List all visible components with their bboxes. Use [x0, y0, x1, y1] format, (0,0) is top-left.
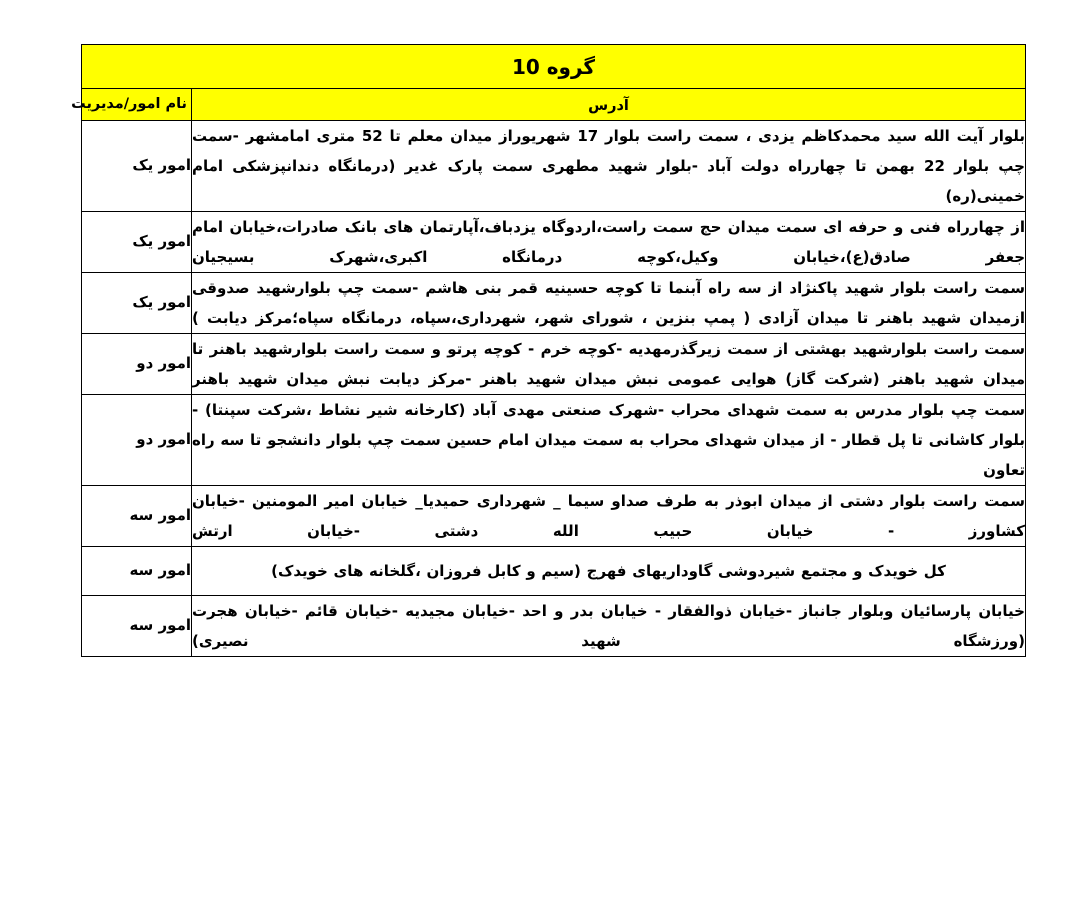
- address-cell: [192, 121, 1026, 212]
- table-title: گروه 10: [511, 54, 596, 79]
- table-row: [82, 273, 1026, 334]
- column-header-management-label: نام امور/مدیریت: [71, 96, 187, 113]
- address-text: سمت راست بلوار شهید پاکنژاد از سه راه آبنما تا کوچه حسینیه قمر بنی هاشم -سمت چپ بلوارشهید صدوقی ازمیدان شهید باهنر تا میدان آزادی ( پمپ بنزین ، شورای شهر، شهرداری،سپاه، درمانگاه سپاه؛مرکز دیابت ): [192, 279, 1025, 327]
- address-table: [71, 44, 1026, 657]
- management-text: امور یک: [132, 293, 191, 312]
- address-cell: [192, 547, 1026, 596]
- table-title-cell: [82, 45, 1026, 89]
- address-text: سمت راست بلوار دشتی از میدان ابوذر به طرف صداو سیما _ شهرداری حمیدیا_ خیابان امیر المومنین -خیابان کشاورز - خیابان حبیب الله دشتی -خیابان ارتش: [192, 492, 1025, 540]
- table-row: [82, 395, 1026, 486]
- table-header-row: [82, 89, 1026, 121]
- address-text: کل خویدک و مجتمع شیردوشی گاوداریهای فهرج (سیم و کابل فروزان ،گلخانه های خویدک): [271, 562, 946, 580]
- column-header-address-label: آدرس: [588, 97, 629, 114]
- address-cell: [192, 334, 1026, 395]
- management-text: امور دو: [136, 354, 191, 373]
- address-cell: [192, 212, 1026, 273]
- address-text: از چهارراه فنی و حرفه ای سمت میدان حج سمت راست،اردوگاه یزدباف،آپارتمان های بانک صادرات،خیابان امام جعفر صادق(ع)،خیابان وکیل،کوچه درمانگاه اکبری،شهرک بسیجیان: [192, 218, 1025, 266]
- management-text: امور یک: [132, 156, 191, 175]
- management-cell: [82, 486, 192, 547]
- address-cell: [192, 273, 1026, 334]
- address-cell: [192, 596, 1026, 657]
- address-text: خیابان پارسائیان وبلوار جانباز -خیابان ذوالفقار - خیابان بدر و احد -خیابان مجیدیه -خیابان قائم -خیابان هجرت (ورزشگاه شهید نصیری): [192, 602, 1025, 650]
- table-row: [82, 486, 1026, 547]
- address-cell: [192, 486, 1026, 547]
- management-cell: [82, 121, 192, 212]
- management-cell: [82, 273, 192, 334]
- management-cell: [82, 395, 192, 486]
- table-row: [82, 212, 1026, 273]
- address-text: سمت راست بلوارشهید بهشتی از سمت زیرگذرمهدیه -کوچه خرم - کوچه پرتو و سمت راست بلوارشهید باهنر تا میدان شهید باهنر (شرکت گاز) هوایی عمومی نبش میدان شهید باهنر -مرکز دیابت نبش میدان شهید باهنر: [192, 340, 1025, 388]
- address-table-container: [71, 44, 1026, 657]
- management-cell: [82, 596, 192, 657]
- column-header-management: [71, 89, 192, 121]
- management-text: امور دو: [136, 430, 191, 449]
- address-text: بلوار آیت الله سید محمدکاظم یزدی ، سمت راست بلوار 17 شهریوراز میدان معلم تا 52 متری امامشهر -سمت چپ بلوار 22 بهمن تا چهارراه دولت آباد -بلوار شهید مطهری سمت پارک غدیر (درمانگاه دندانپزشکی امام خمینی(ره): [192, 127, 1026, 205]
- column-header-address: [192, 89, 1026, 121]
- management-cell: [82, 334, 192, 395]
- management-text: امور سه: [129, 616, 191, 635]
- address-cell: [192, 395, 1026, 486]
- table-row: [82, 596, 1026, 657]
- management-text: امور سه: [129, 506, 191, 525]
- management-text: امور یک: [132, 232, 191, 251]
- management-text: امور سه: [129, 561, 191, 580]
- management-cell: [82, 212, 192, 273]
- table-row: [82, 121, 1026, 212]
- management-cell: [82, 547, 192, 596]
- table-row: [82, 547, 1026, 596]
- table-title-row: [82, 45, 1026, 89]
- address-text: سمت چپ بلوار مدرس به سمت شهدای محراب -شهرک صنعتی مهدی آباد (کارخانه شیر نشاط ،شرکت سپنتا) - بلوار کاشانی تا پل قطار - از میدان شهدای محراب به سمت میدان امام حسین سمت چپ بلوار دانشجو تا سه راه تعاون: [192, 401, 1025, 479]
- table-row: [82, 334, 1026, 395]
- table-body: [71, 45, 1026, 657]
